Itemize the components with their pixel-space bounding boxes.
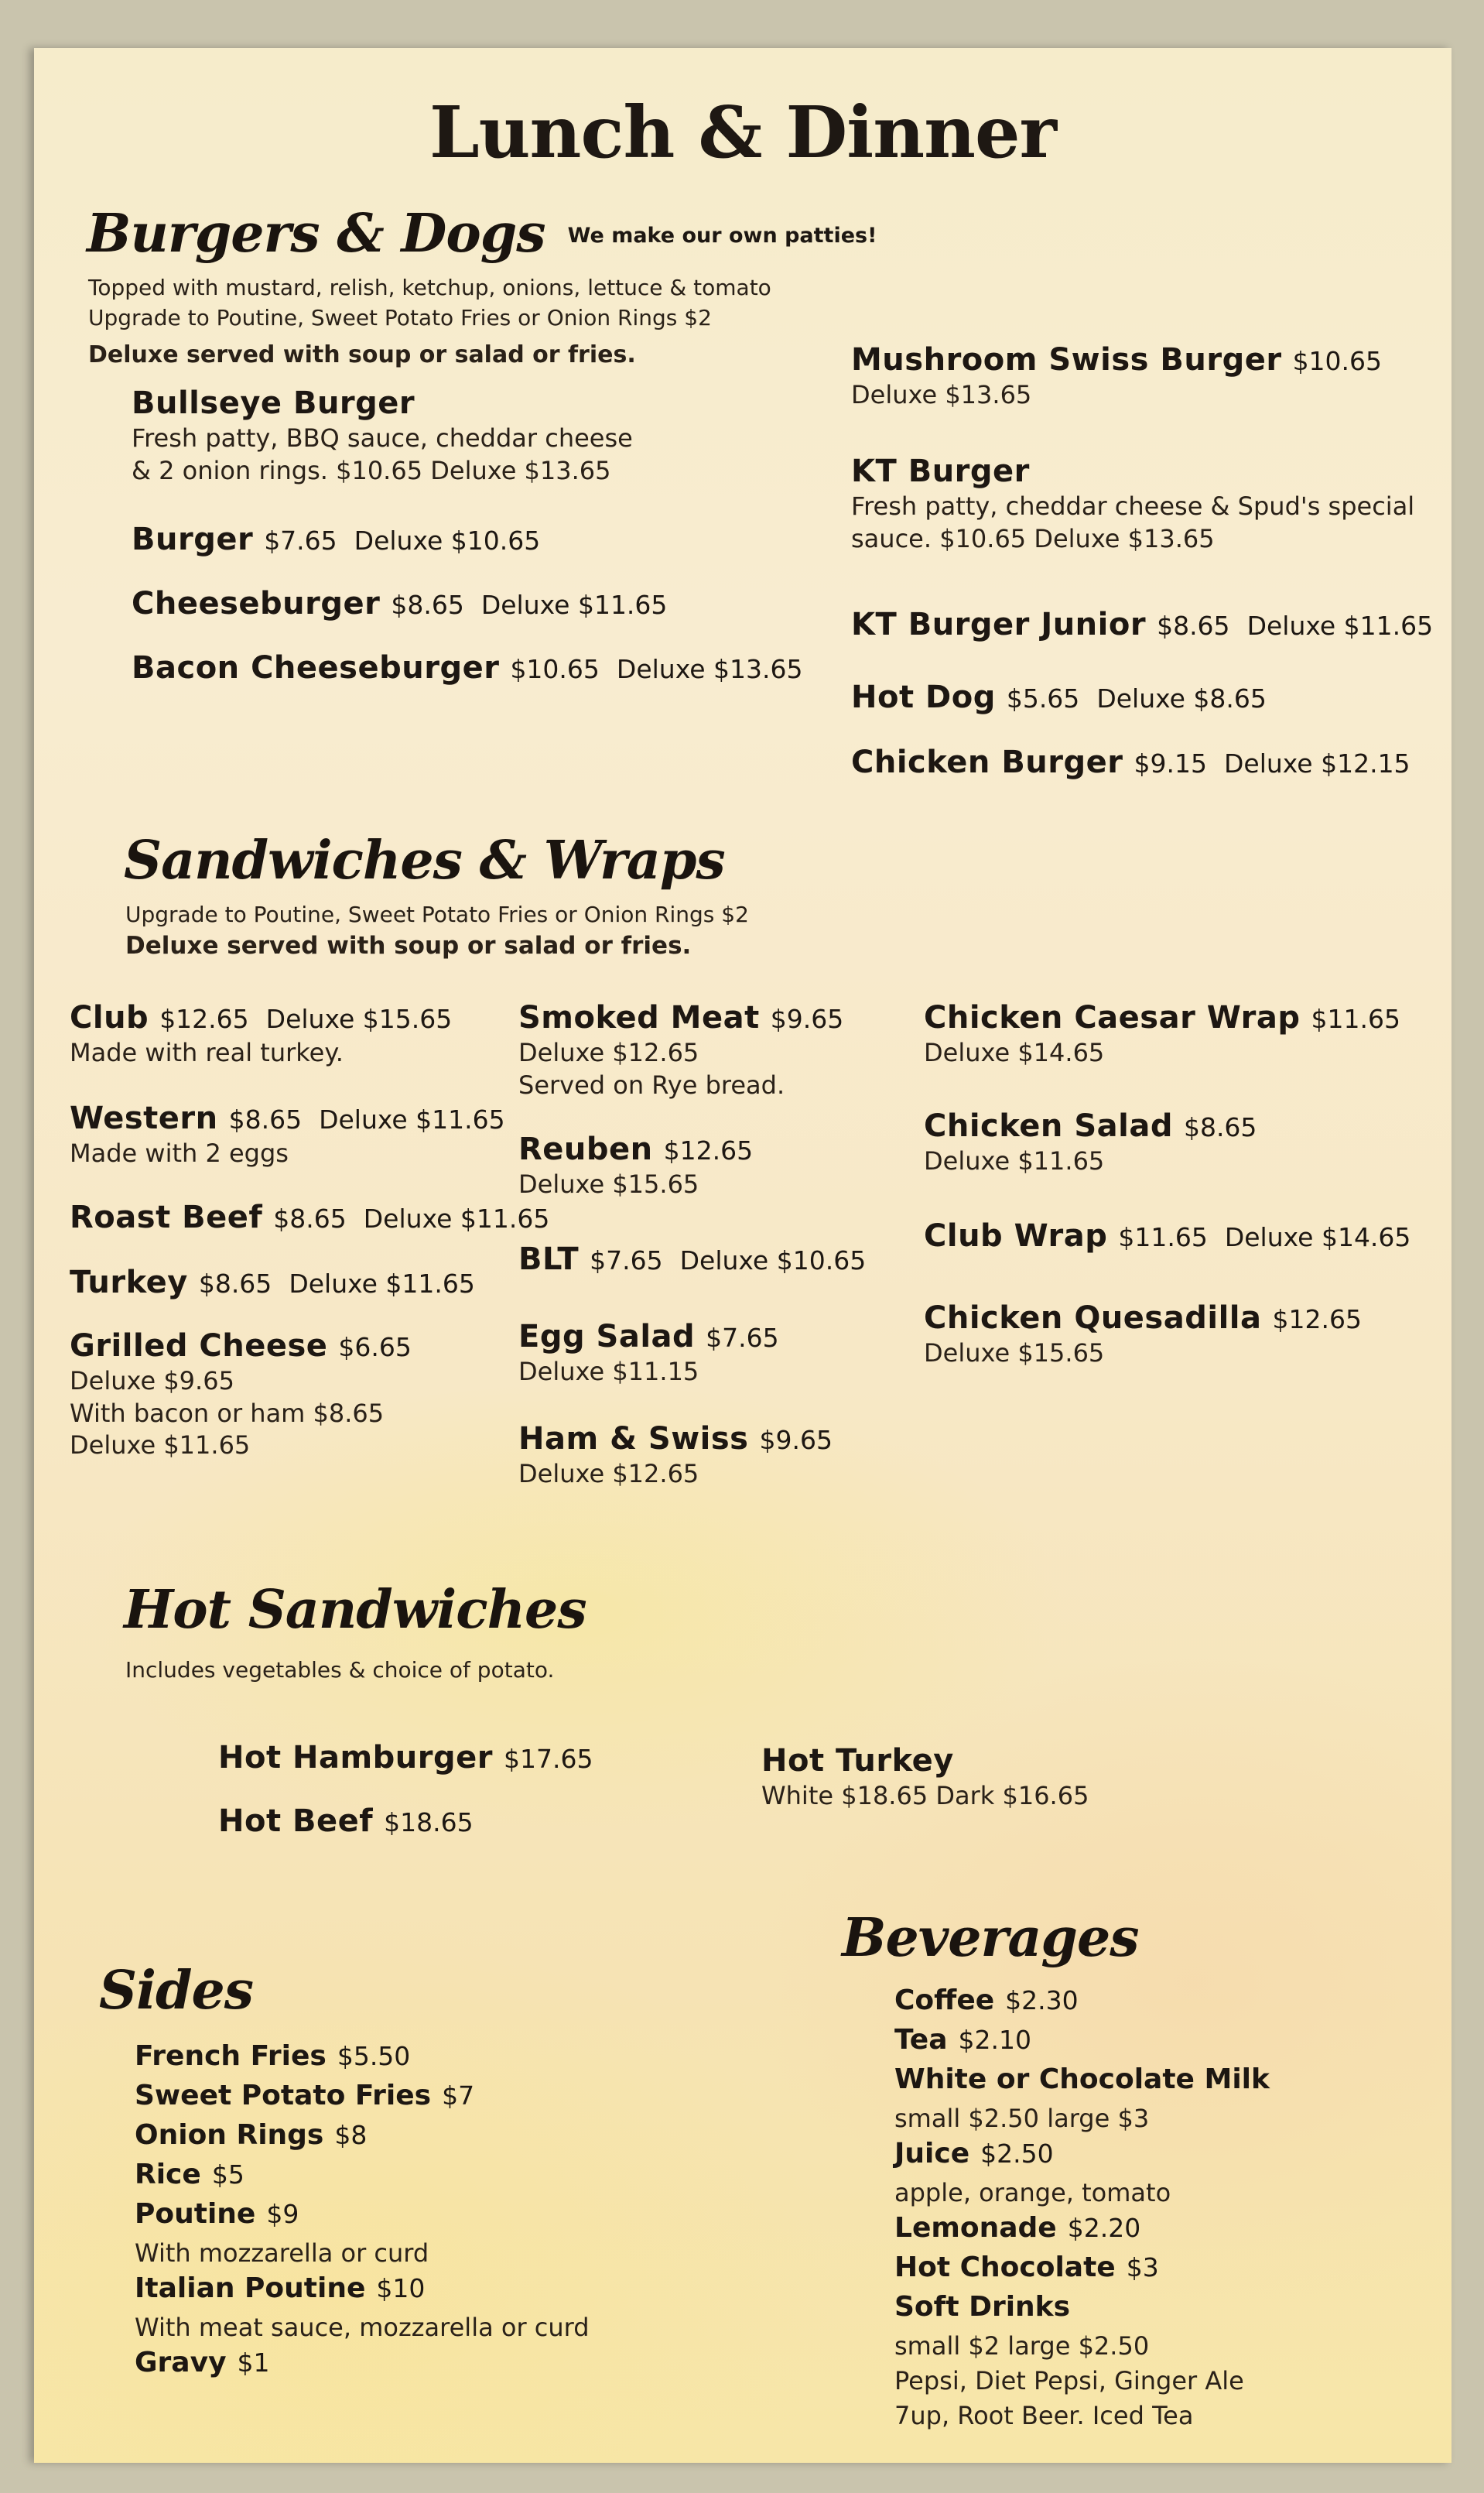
menu-item [761, 1741, 1089, 1813]
menu-item [924, 1107, 1257, 1178]
item-price: $5.65 [1006, 683, 1080, 714]
item-desc: Deluxe $12.65 [518, 1459, 699, 1488]
item-price: $8 [334, 2120, 368, 2150]
item-price: $10.65 [1292, 346, 1383, 376]
item-price: $9.65 [770, 1004, 844, 1034]
item-deluxe: Deluxe $11.65 [480, 590, 668, 620]
menu-item [132, 520, 540, 559]
item-desc: Made with 2 eggs [70, 1139, 289, 1168]
page-title: Lunch & Dinner [429, 91, 1056, 174]
item-desc: White $18.65 Dark $16.65 [761, 1781, 1089, 1810]
item-name: Hot Chocolate [894, 2252, 1116, 2283]
item-price: $7 [442, 2080, 475, 2111]
item-price: $5 [211, 2159, 244, 2190]
item-price: $12.65 [159, 1004, 249, 1034]
item-deluxe: Deluxe $10.65 [354, 526, 541, 556]
item-name: Lemonade [894, 2212, 1057, 2244]
item-price: $8.65 [273, 1204, 347, 1234]
item-deluxe: Deluxe $11.65 [289, 1269, 475, 1299]
item-price: $18.65 [384, 1807, 474, 1837]
item-price: $2.50 [980, 2139, 1054, 2169]
item-desc: Deluxe $12.65 [518, 1038, 699, 1067]
burgers-heading: Burgers & Dogs [87, 203, 545, 265]
item-name: Hot Turkey [761, 1743, 954, 1779]
burgers-note: Topped with mustard, relish, ketchup, onions, lettuce & tomato [88, 275, 771, 300]
item-desc: 7up, Root Beer. Iced Tea [894, 2401, 1194, 2430]
item-name: White or Chocolate Milk [894, 2063, 1270, 2095]
item-desc: With bacon or ham $8.65 [70, 1398, 385, 1428]
item-deluxe: Deluxe $11.65 [319, 1104, 505, 1135]
sides-list [135, 2039, 590, 2385]
item-desc: small $2.50 large $3 [894, 2104, 1150, 2133]
item-name: Sweet Potato Fries [135, 2080, 432, 2111]
menu-item [518, 1419, 833, 1491]
item-name: Hot Dog [851, 680, 996, 715]
menu-item [132, 384, 633, 487]
item-deluxe: Deluxe $8.65 [1096, 683, 1267, 714]
burgers-header [87, 203, 877, 265]
menu-item [924, 998, 1400, 1070]
item-name: Club [70, 1000, 149, 1036]
item-price: $7.65 [706, 1323, 779, 1353]
item-desc: sauce. $10.65 Deluxe $13.65 [851, 523, 1215, 553]
item-price: $8.65 [198, 1269, 272, 1299]
item-desc: With mozzarella or curd [135, 2238, 429, 2268]
item-name: French Fries [135, 2040, 327, 2072]
item-name: Western [70, 1101, 218, 1136]
item-price: $9.15 [1134, 748, 1207, 779]
item-price: $9 [266, 2199, 299, 2229]
item-desc: & 2 onion rings. $10.65 Deluxe $13.65 [132, 455, 611, 485]
item-price: $5.50 [337, 2041, 411, 2071]
item-name: Hot Hamburger [218, 1740, 493, 1776]
item-desc: Fresh patty, cheddar cheese & Spud's special [851, 491, 1415, 521]
item-name: Poutine [135, 2198, 256, 2230]
burgers-tagline: We make our own patties! [567, 224, 877, 248]
item-desc: Deluxe $13.65 [851, 380, 1032, 409]
menu-item [70, 1099, 505, 1170]
item-name: KT Burger Junior [851, 607, 1147, 642]
item-price: $11.65 [1118, 1222, 1208, 1252]
menu-item [518, 1130, 753, 1201]
item-name: Egg Salad [518, 1319, 696, 1354]
item-name: Club Wrap [924, 1218, 1108, 1254]
item-name: Chicken Burger [851, 745, 1123, 780]
item-price: $1 [237, 2347, 270, 2378]
item-price: $7.65 [590, 1245, 663, 1276]
item-price: $3 [1126, 2252, 1159, 2282]
hot-sandwiches-note: Includes vegetables & choice of potato. [125, 1657, 555, 1683]
item-price: $8.65 [1183, 1112, 1257, 1142]
item-name: KT Burger [851, 454, 1030, 489]
menu-item [70, 1198, 549, 1237]
item-desc: Fresh patty, BBQ sauce, cheddar cheese [132, 423, 633, 453]
menu-item [132, 584, 667, 623]
menu-item [218, 1802, 474, 1841]
item-deluxe: Deluxe $11.65 [363, 1204, 550, 1234]
item-name: Mushroom Swiss Burger [851, 342, 1282, 378]
sandwiches-notes [125, 899, 749, 964]
item-deluxe: Deluxe $12.15 [1223, 748, 1410, 779]
item-name: Chicken Quesadilla [924, 1300, 1262, 1336]
menu-item [518, 1317, 779, 1389]
item-price: $2.20 [1067, 2213, 1141, 2243]
item-name: Rice [135, 2159, 201, 2190]
item-price: $6.65 [338, 1332, 412, 1362]
item-desc: apple, orange, tomato [894, 2178, 1171, 2207]
menu-item [132, 649, 802, 687]
item-price: $9.65 [759, 1425, 833, 1455]
item-name: Grilled Cheese [70, 1328, 328, 1364]
item-name: Chicken Salad [924, 1108, 1173, 1144]
menu-page [34, 48, 1452, 2463]
hot-sandwiches-heading: Hot Sandwiches [124, 1579, 586, 1641]
item-name: Juice [894, 2138, 970, 2169]
burgers-notes [88, 272, 771, 372]
item-price: $8.65 [1157, 611, 1230, 641]
item-name: Reuben [518, 1132, 653, 1167]
menu-item [218, 1738, 593, 1777]
item-desc: Served on Rye bread. [518, 1070, 785, 1100]
item-deluxe: Deluxe $13.65 [616, 654, 803, 684]
sandwiches-note: Upgrade to Poutine, Sweet Potato Fries or Onion Rings $2 [125, 902, 749, 927]
item-price: $10.65 [510, 654, 600, 684]
item-price: $12.65 [1272, 1304, 1362, 1334]
burgers-note: Upgrade to Poutine, Sweet Potato Fries or Onion Rings $2 [88, 305, 712, 331]
item-name: Burger [132, 522, 254, 557]
item-price: $2.30 [1005, 1985, 1079, 2015]
item-name: Chicken Caesar Wrap [924, 1000, 1301, 1036]
item-desc: Deluxe $9.65 [70, 1366, 234, 1395]
menu-item [851, 743, 1410, 782]
item-deluxe: Deluxe $14.65 [1224, 1222, 1411, 1252]
menu-item [924, 1217, 1410, 1255]
item-desc: small $2 large $2.50 [894, 2331, 1150, 2361]
item-price: $2.10 [958, 2025, 1031, 2055]
menu-item [924, 1299, 1362, 1370]
item-name: Bacon Cheeseburger [132, 650, 500, 686]
beverages-heading: Beverages [842, 1907, 1139, 1969]
item-desc: Pepsi, Diet Pepsi, Ginger Ale [894, 2366, 1244, 2395]
item-desc: Deluxe $11.15 [518, 1357, 699, 1386]
item-price: $12.65 [663, 1135, 754, 1166]
item-price: $11.65 [1311, 1004, 1400, 1034]
menu-item [518, 1240, 866, 1279]
sides-heading: Sides [99, 1960, 254, 2022]
item-name: BLT [518, 1241, 580, 1277]
item-name: Bullseye Burger [132, 385, 415, 421]
menu-item [851, 341, 1382, 412]
item-price: $17.65 [503, 1744, 593, 1774]
item-name: Onion Rings [135, 2119, 324, 2151]
item-deluxe: Deluxe $11.65 [1246, 611, 1434, 641]
item-name: Italian Poutine [135, 2272, 366, 2304]
sandwiches-heading: Sandwiches & Wraps [124, 830, 725, 892]
menu-item [851, 605, 1433, 644]
item-price: $8.65 [228, 1104, 303, 1135]
burgers-note: Deluxe served with soup or salad or fries. [88, 341, 636, 369]
item-desc: Deluxe $15.65 [924, 1338, 1105, 1368]
item-name: Hot Beef [218, 1803, 374, 1839]
menu-item [70, 1327, 412, 1462]
item-name: Roast Beef [70, 1200, 263, 1235]
item-price: $7.65 [264, 526, 337, 556]
item-name: Smoked Meat [518, 1000, 760, 1036]
item-name: Tea [894, 2024, 948, 2056]
menu-item [70, 998, 452, 1070]
menu-item [851, 678, 1267, 717]
item-price: $10 [376, 2273, 426, 2303]
item-name: Turkey [70, 1265, 188, 1300]
item-desc: Deluxe $11.65 [924, 1146, 1105, 1176]
item-price: $8.65 [391, 590, 464, 620]
item-desc: Deluxe $11.65 [70, 1430, 251, 1461]
item-name: Soft Drinks [894, 2291, 1071, 2323]
menu-item [70, 1263, 475, 1302]
menu-item [851, 452, 1414, 555]
sandwiches-note: Deluxe served with soup or salad or fries. [125, 932, 692, 961]
item-desc: With meat sauce, mozzarella or curd [135, 2313, 590, 2342]
item-name: Ham & Swiss [518, 1421, 749, 1457]
item-deluxe: Deluxe $10.65 [679, 1245, 867, 1276]
item-name: Coffee [894, 1984, 995, 2016]
item-name: Cheeseburger [132, 586, 381, 622]
beverages-list [894, 1983, 1270, 2433]
item-desc: Deluxe $14.65 [924, 1038, 1105, 1067]
item-deluxe: Deluxe $15.65 [265, 1004, 453, 1034]
item-name: Gravy [135, 2347, 227, 2378]
item-desc: Made with real turkey. [70, 1038, 344, 1067]
menu-item [518, 998, 843, 1101]
item-desc: Deluxe $15.65 [518, 1169, 699, 1199]
